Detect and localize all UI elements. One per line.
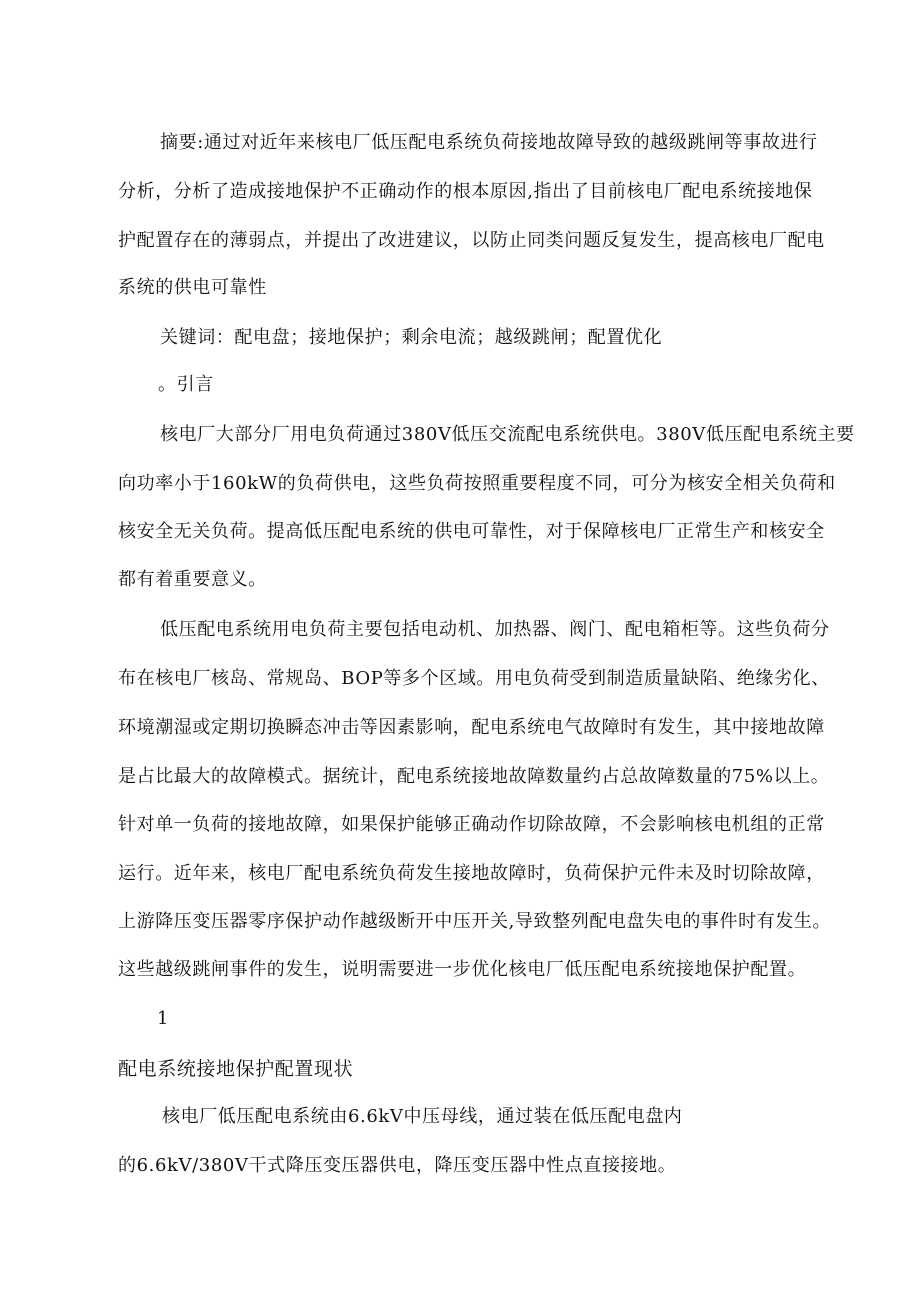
section-heading: 配电系统接地保护配置现状 — [118, 1058, 354, 1080]
paragraph-line: 环境潮湿或定期切换瞬态冲击等因素影响，配电系统电气故障时有发生，其中接地故障 — [118, 717, 825, 738]
abstract-line: 系统的供电可靠性 — [118, 277, 267, 298]
paragraph-line: 核安全无关负荷。提高低压配电系统的供电可靠性，对于保障核电厂正常生产和核安全 — [118, 521, 825, 542]
paragraph-line: 运行。近年来，核电厂配电系统负荷发生接地故障时，负荷保护元件未及时切除故障， — [118, 863, 825, 884]
paragraph-line: 上游降压变压器零序保护动作越级断开中压开关,导致整列配电盘失电的事件时有发生。 — [118, 911, 832, 932]
paragraph-line: 这些越级跳闸事件的发生，说明需要进一步优化核电厂低压配电系统接地保护配置。 — [118, 959, 807, 980]
abstract-line: 摘要:通过对近年来核电厂低压配电系统负荷接地故障导致的越级跳闸等事故进行 — [160, 132, 818, 153]
paragraph-line: 的6.6kV/380V干式降压变压器供电，降压变压器中性点直接接地。 — [118, 1155, 677, 1176]
keywords: 关键词：配电盘；接地保护；剩余电流；越级跳闸；配置优化 — [160, 327, 663, 348]
intro-heading: 。引言 — [158, 374, 214, 395]
paragraph-line: 布在核电厂核岛、常规岛、BOP等多个区域。用电负荷受到制造质量缺陷、绝缘劣化、 — [118, 668, 830, 689]
paragraph-line: 都有着重要意义。 — [118, 569, 267, 590]
paragraph-line: 是占比最大的故障模式。据统计，配电系统接地故障数量约占总故障数量的75%以上。 — [118, 766, 830, 787]
abstract-line: 护配置存在的薄弱点，并提出了改进建议，以防止同类问题反复发生，提高核电厂配电 — [118, 230, 825, 251]
section-number: 1 — [157, 1008, 170, 1029]
paragraph-line: 向功率小于160kW的负荷供电，这些负荷按照重要程度不同，可分为核安全相关负荷和 — [118, 473, 836, 494]
abstract-line: 分析，分析了造成接地保护不正确动作的根本原因,指出了目前核电厂配电系统接地保 — [118, 181, 813, 202]
paragraph-line: 低压配电系统用电负荷主要包括电动机、加热器、阀门、配电箱柜等。这些负荷分 — [160, 619, 830, 640]
paragraph-line: 核电厂低压配电系统由6.6kV中压母线，通过装在低压配电盘内 — [162, 1106, 683, 1127]
paragraph-line: 针对单一负荷的接地故障，如果保护能够正确动作切除故障，不会影响核电机组的正常 — [118, 814, 825, 835]
paragraph-line: 核电厂大部分厂用电负荷通过380V低压交流配电系统供电。380V低压配电系统主要 — [160, 424, 855, 445]
